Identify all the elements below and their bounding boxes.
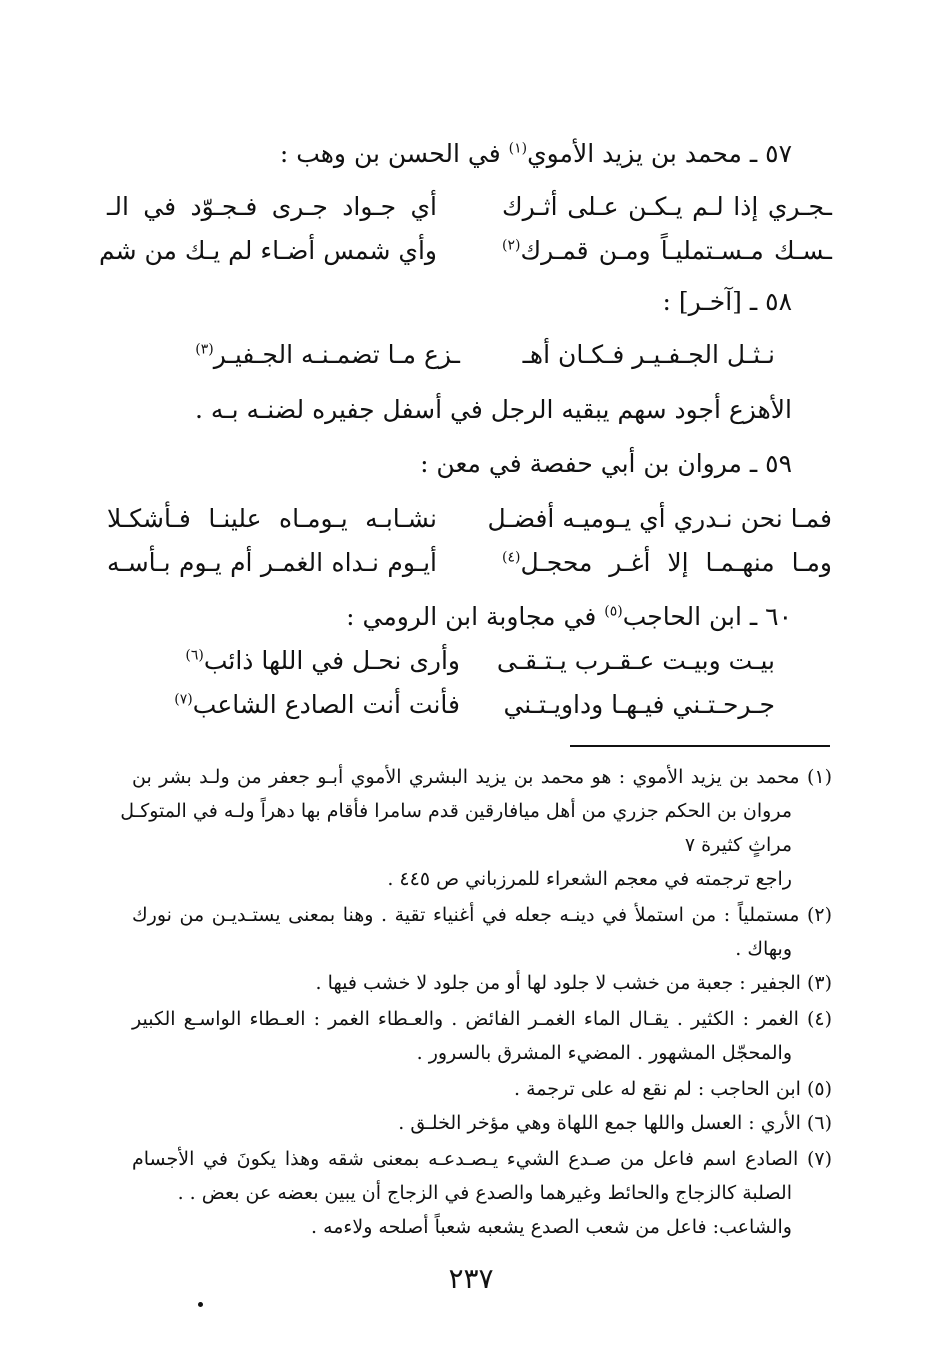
- footnote-1-line-1: (١) محمد بن يزيد الأموي : هو محمد بن يزيد البشري الأموي أبـو جعفر من ولـد بشر بن: [132, 766, 832, 788]
- footnote-3: (٣) الجفير : جعبة من خشب لا جلود لها أو من جلود لا خشب فيها .: [315, 972, 832, 994]
- poem-59-line-1-left-hemistich: فمـا نحن نـدري أي يـوميـه أفضـل: [487, 504, 832, 533]
- entry-57-heading: ٥٧ ـ محمد بن يزيد الأموي$^{(١)}$ في الحسن بن وهب :: [279, 139, 792, 168]
- poem-58-right-hemistich: نـثـل الجـفـيـر فـكـان أهـ: [522, 340, 775, 369]
- footnote-ref-3[interactable]: (٣): [195, 341, 214, 358]
- footnote-separator: [570, 745, 830, 747]
- footnote-6: (٦) الأري : العسل واللها جمع اللهاة وهي مؤخر الخلـق .: [398, 1112, 832, 1134]
- poem-60-line-2-right-hemistich: جـرحـتـني فيـهـا وداويـتـني: [503, 690, 775, 719]
- footnote-ref-1[interactable]: (١): [508, 140, 528, 157]
- poem-60-line-1-right-hemistich: بيـت وبيـت عـقـرب يـتـقـى: [496, 646, 775, 675]
- footnote-ref-5[interactable]: (٥): [604, 603, 623, 620]
- poem-59-line-1-right-hemistich: نشـابـه يـومـاه علينـا فـأشكـلا: [107, 504, 437, 533]
- entry-60-heading: ٦٠ ـ ابن الحاجب$^{(٥)}$ في مجاوبة ابن الرومي :: [346, 602, 792, 631]
- entry-59-heading: ٥٩ ـ مروان بن أبي حفصة في معن :: [420, 449, 792, 478]
- entry-58-note: الأهزع أجود سهم يبقيه الرجل في أسفل جفيره لضنـه بـه .: [195, 395, 792, 424]
- poem-59-line-2-left-hemistich: ومـا منهـمـا إلا أغـر محجـل$^{(٤)}$: [502, 548, 832, 577]
- footnote-1-line-2: مروان بن الحكم جزري من أهل ميافارقين قدم سامرا فأقام بها دهراً ولـه في المتوكـل: [120, 800, 792, 822]
- footnote-2-line-1: (٢) مستملياً : من استملأ في دينـه جعله في أغنياء تقية . وهنا بمعنى يستـديـن من نورك: [132, 904, 832, 926]
- footnote-ref-6[interactable]: (٦): [185, 647, 204, 664]
- poem-57-line-1-left-hemistich: ـجـري إذا لـم يـكـن عـلى أثـرك: [502, 192, 832, 221]
- footnote-4-line-2: والمحجّل المشهور . المضيء المشرق بالسرور .: [416, 1042, 792, 1064]
- footnote-5: (٥) ابن الحاجب : لم نقع له على ترجمة .: [514, 1078, 832, 1100]
- poem-59-line-2-right-hemistich: أيـوم نـداه الغمـر أم يـوم بـأسـه: [107, 548, 437, 577]
- footnote-ref-7[interactable]: (٧): [174, 691, 193, 708]
- footnote-1-line-4: راجع ترجمته في معجم الشعراء للمرزباني ص ٤٤٥ .: [387, 868, 792, 890]
- poem-57-line-1-right-hemistich: أي جـواد جـرى فـجـوّد في الـ: [107, 192, 437, 221]
- footnote-ref-2[interactable]: (٢): [502, 237, 521, 254]
- poem-60-line-2-left-hemistich: فأنت أنت الصادع الشاعب$^{(٧)}$: [174, 690, 460, 719]
- footnote-7-line-3: والشاعب: فاعل من شعب الصدع يشعبه شعباً أصلحه ولاءمه .: [310, 1216, 792, 1238]
- stray-mark: [198, 1302, 203, 1307]
- footnote-1-line-3: مراثٍ كثيرة ٧: [684, 834, 792, 856]
- footnote-ref-4[interactable]: (٤): [502, 549, 521, 566]
- footnote-4-line-1: (٤) الغمر : الكثير . يقـال الماء الغمـر الفائض . والعـطاء الغمر : العـطاء الواسـع الكبير: [132, 1008, 832, 1030]
- footnote-2-line-2: وبهاك .: [735, 938, 792, 960]
- poem-57-line-2-left-hemistich: ـسـك مـسـتمليـاً ومـن قمـرك$^{(٢)}$: [502, 236, 832, 265]
- page-number: ٢٣٧: [448, 1262, 494, 1295]
- poem-57-line-2-right-hemistich: وأي شمس أضـاء لم يـك من شم: [98, 236, 437, 265]
- footnote-7-line-1: (٧) الصادع اسم فاعل من صـدع الشيء يـصـدعـه بمعنى شقه وهذا يكونَ في الأجسام: [132, 1148, 832, 1170]
- entry-58-heading: ٥٨ ـ [آخـر] :: [662, 287, 792, 316]
- footnote-7-line-2: الصلبة كالزجاج والحائط وغيرهما والصدع في الزجاج أن يبين بعضه عن بعض . .: [177, 1182, 792, 1204]
- poem-58-left-hemistich: ـزع مـا تضمـنـه الجـفيـر$^{(٣)}$: [195, 340, 460, 369]
- poem-60-line-1-left-hemistich: وأرى نحـل في اللها ذائب$^{(٦)}$: [185, 646, 460, 675]
